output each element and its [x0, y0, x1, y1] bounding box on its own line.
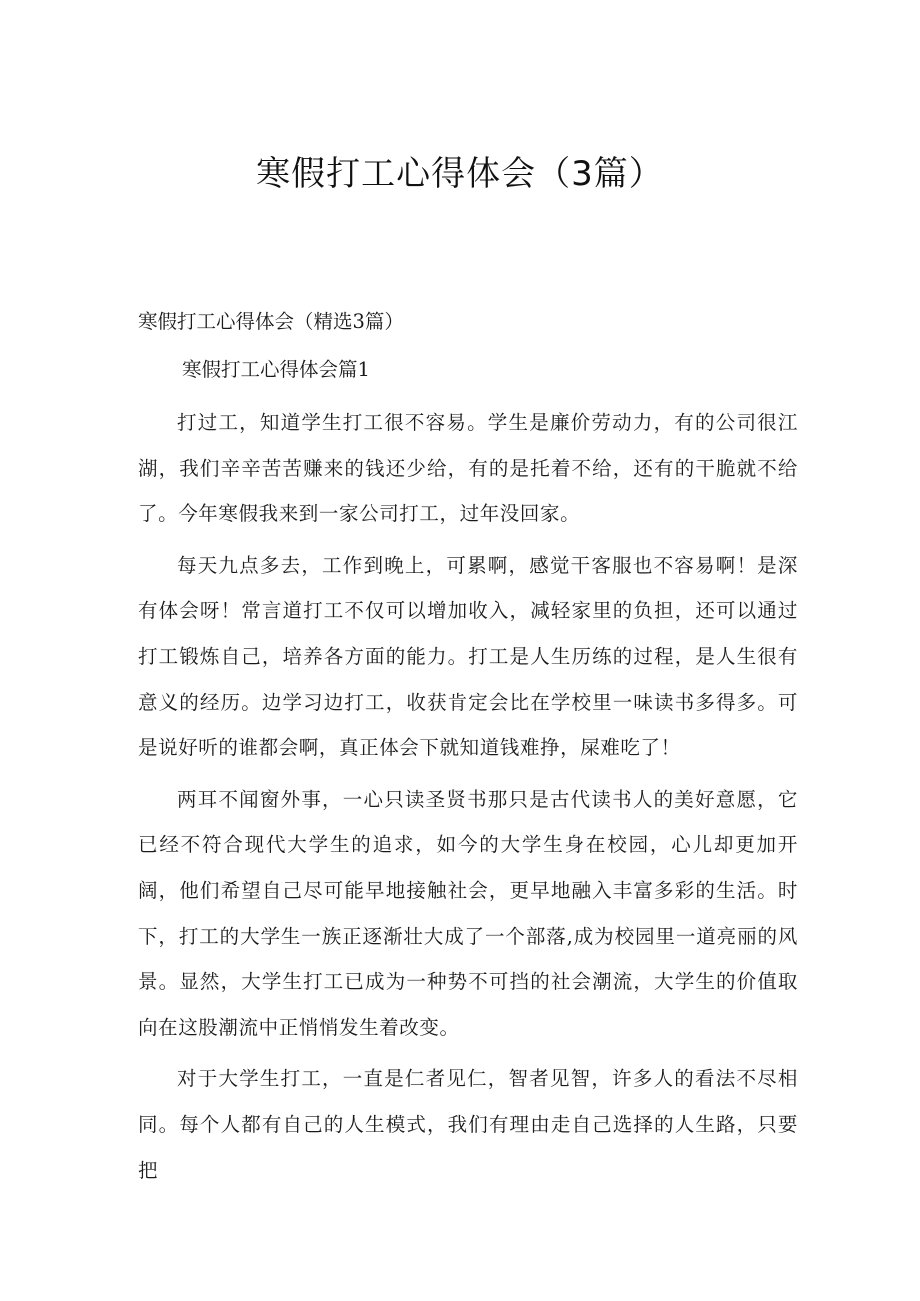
- paragraph-3: 两耳不闻窗外事，一心只读圣贤书那只是古代读书人的美好意愿，它已经不符合现代大学生的追求，如今的大学生身在校园，心儿却更加开阔，他们希望自己尽可能早地接触社会，更早地融入丰富多彩的生活。时下，打工的大学生一族正逐渐壮大成了一个部落,成为校园里一道亮丽的风景。显然，大学生打工已成为一种势不可挡的社会潮流，大学生的价值取向在这股潮流中正悄悄发生着改变。: [138, 787, 798, 1039]
- section-heading: 寒假打工心得体会篇1: [182, 358, 370, 381]
- paragraph-4: 对于大学生打工，一直是仁者见仁，智者见智，许多人的看法不尽相同。每个人都有自己的人生模式，我们有理由走自己选择的人生路，只要把: [138, 1067, 798, 1182]
- document-title: 寒假打工心得体会（3篇）: [256, 154, 664, 194]
- paragraph-2: 每天九点多去，工作到晚上，可累啊，感觉干客服也不容易啊！是深有体会呀！常言道打工不仅可以增加收入，减轻家里的负担，还可以通过打工锻炼自己，培养各方面的能力。打工是人生历练的过程，是人生很有意义的经历。边学习边打工，收获肯定会比在学校里一味读书多得多。可是说好听的谁都会啊，真正体会下就知道钱难挣，屎难吃了！: [138, 553, 798, 760]
- paragraph-1: 打过工，知道学生打工很不容易。学生是廉价劳动力，有的公司很江湖，我们辛辛苦苦赚来的钱还少给，有的是托着不给，还有的干脆就不给了。今年寒假我来到一家公司打工，过年没回家。: [138, 411, 798, 526]
- document-subtitle: 寒假打工心得体会（精选3篇）: [138, 310, 404, 333]
- document-body: [138, 400, 798, 1199]
